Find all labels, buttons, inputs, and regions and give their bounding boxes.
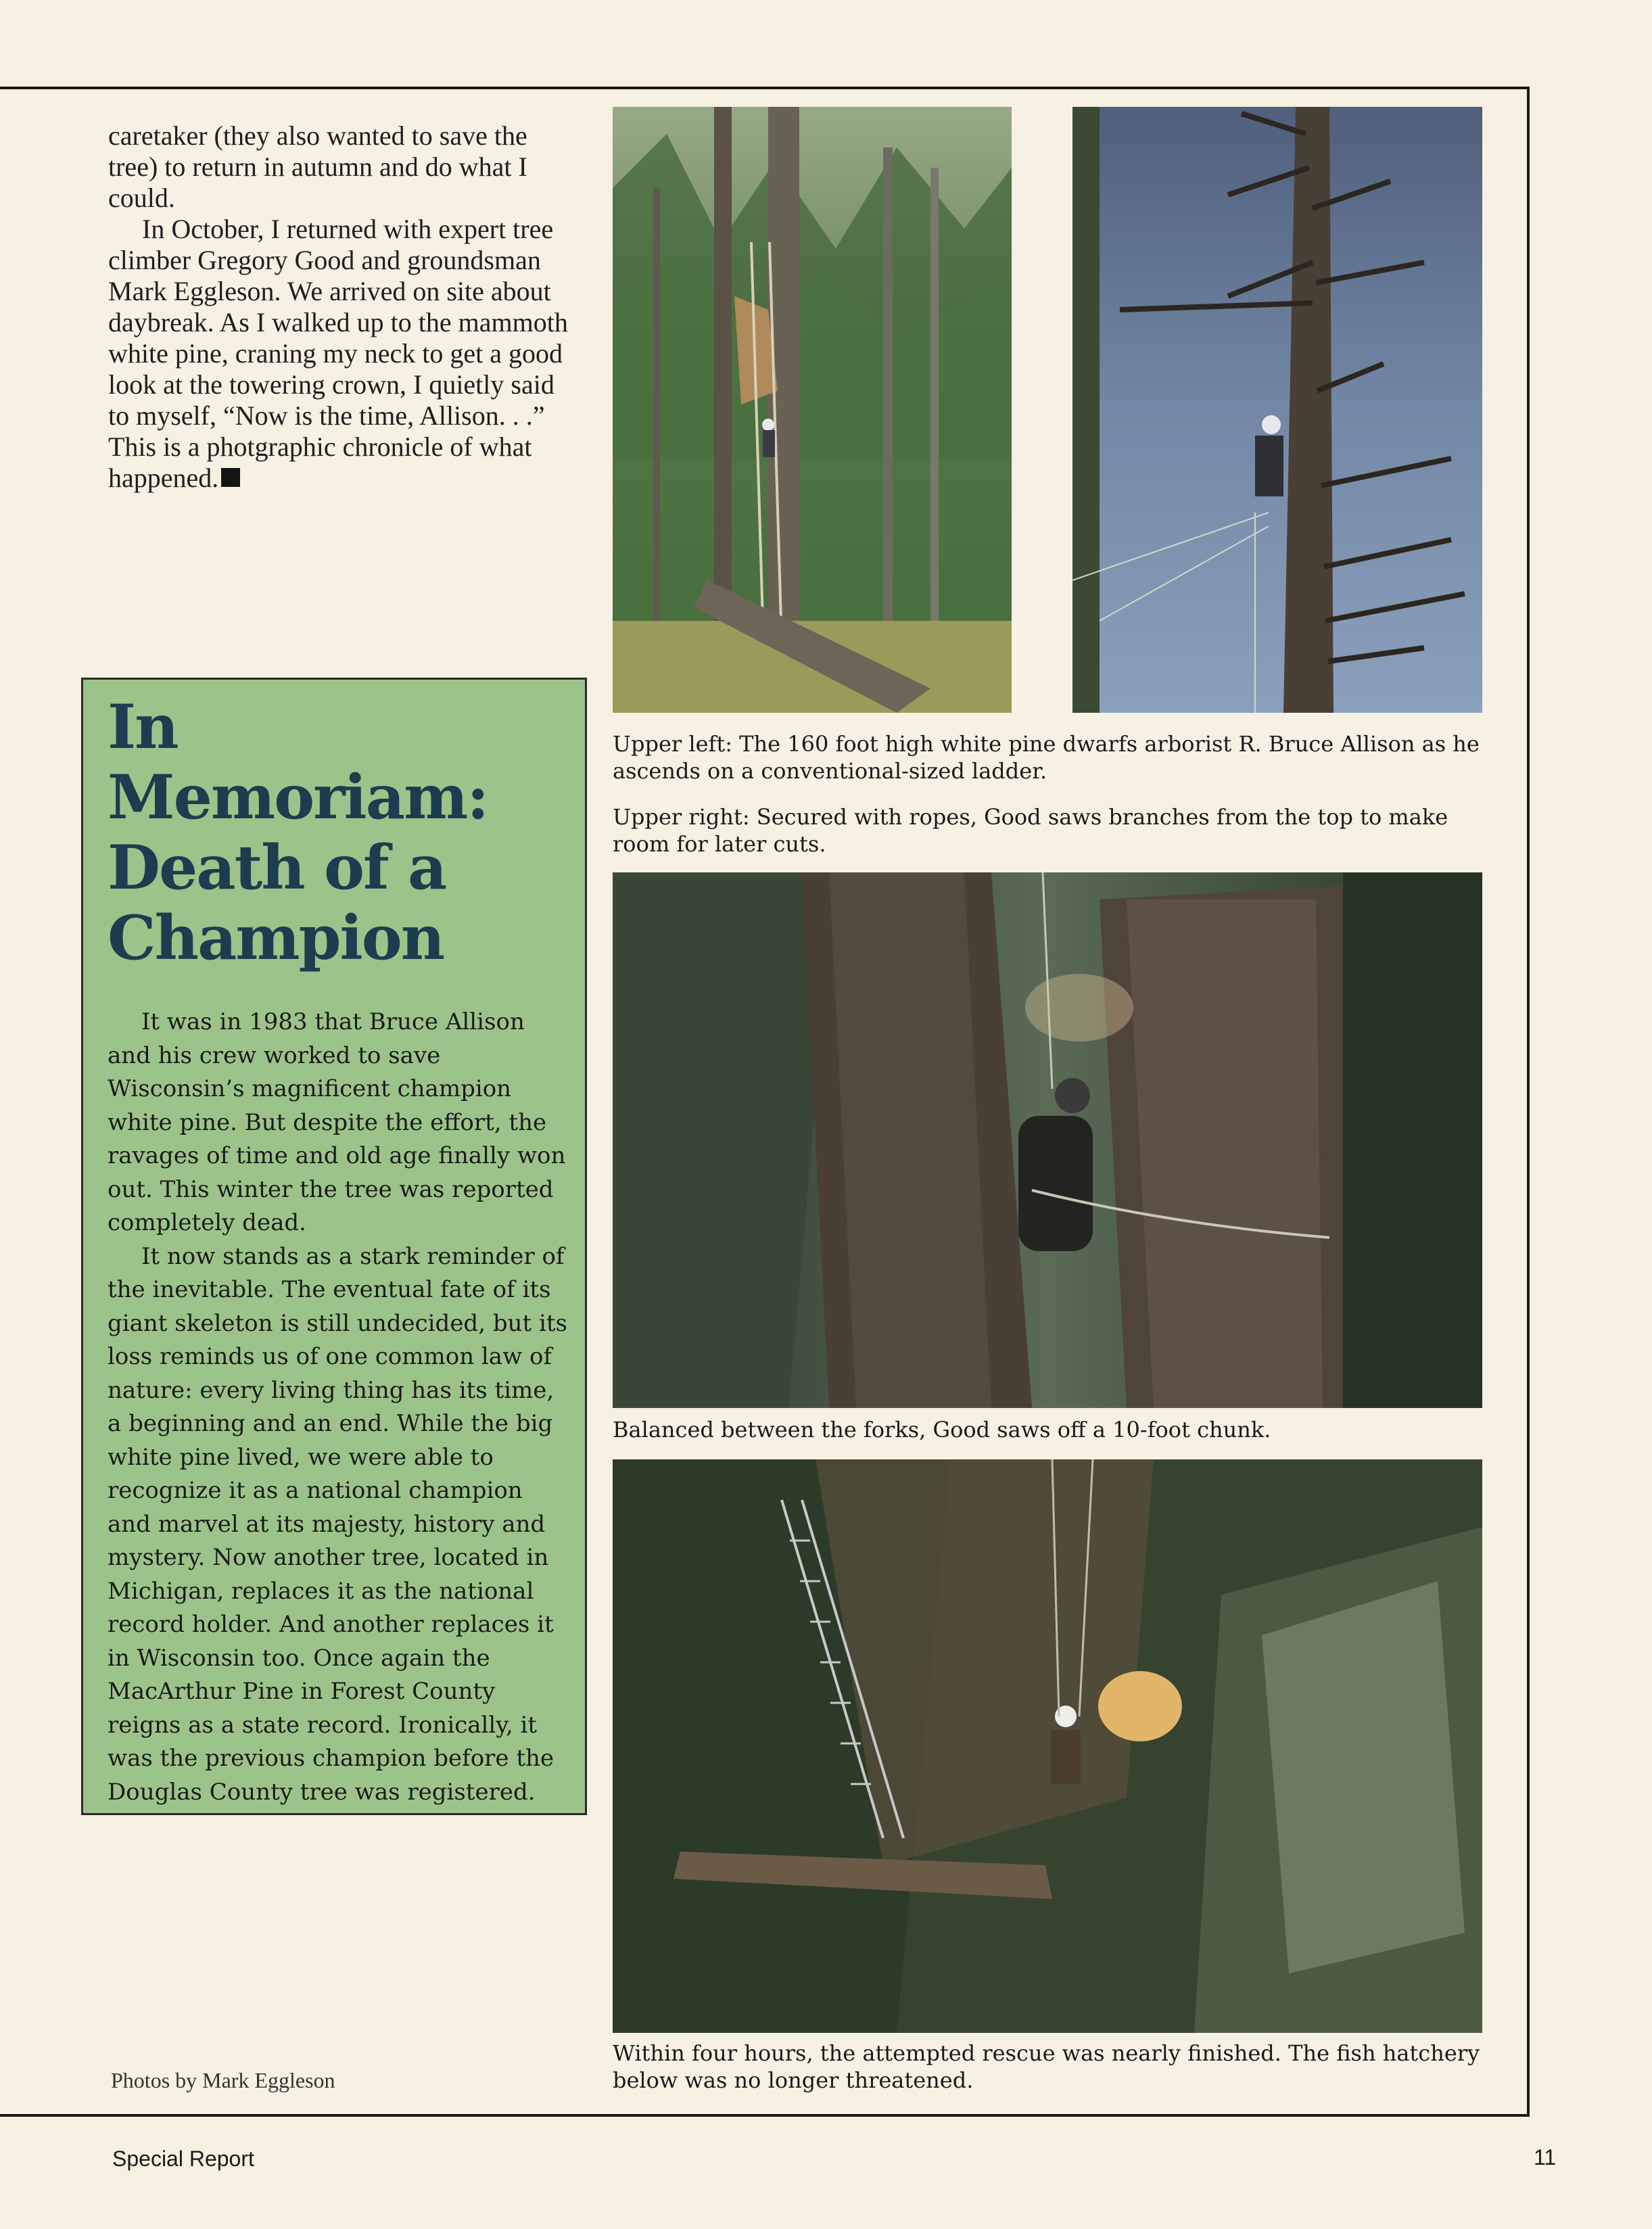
- caption-upper-right: Upper right: Secured with ropes, Good saws branches from the top to make room for later cuts.: [613, 804, 1448, 857]
- photo-sawing-forks-image: [613, 872, 1482, 1408]
- photo-climber-top-image: [1072, 107, 1482, 713]
- end-of-article-icon: [221, 468, 240, 487]
- page-number: 11: [1534, 2145, 1557, 2169]
- sidebar-paragraph-2: It now stands as a stark reminder of the inevitable. The eventual fate of its giant skeleton is still undecided, but its loss reminds us of one common law of nature: every living thing has its time, a beginning and an end. While the big white pine lived, we were able to recognize it as a national champion and marvel at its majesty, history and mystery. Now another tree, located in Michigan, replaces it as the national record holder. And another replaces it in Wisconsin too. Once again the MacArthur Pine in Forest County reigns as a state record. Ironically, it was the previous champion before the Douglas County tree was registered.: [108, 1242, 567, 1806]
- photo-ladder-on-pine: [613, 107, 1012, 713]
- photo-ladder-on-pine-image: [613, 107, 1012, 713]
- intro-paragraph-1: caretaker (they also wanted to save the tree) to return in autumn and do what I could.: [108, 120, 527, 213]
- photo-sawing-forks: [613, 872, 1482, 1408]
- sidebar-title-line-1: In Memoriam:: [108, 691, 488, 833]
- sidebar-title-line-2: Death of a: [108, 832, 446, 904]
- sidebar-paragraph-1: It was in 1983 that Bruce Allison and his crew worked to save Wisconsin’s magnificent champion white pine. But despite the effort, the ravages of time and old age finally won out. This winter the tree was reported completely dead.: [108, 1008, 566, 1236]
- sidebar-body: [108, 1006, 570, 1809]
- caption-bottom: Within four hours, the attempted rescue was nearly finished. The fish hatchery below was no longer threatened.: [613, 2040, 1480, 2093]
- intro-paragraph-2: [108, 214, 582, 494]
- photo-credit: Photos by Mark Eggleson: [111, 2068, 335, 2092]
- sidebar-title-line-3: Champion: [108, 902, 444, 974]
- caption-middle: Balanced between the forks, Good saws off a 10-foot chunk.: [613, 1417, 1271, 1442]
- footer-section-label: Special Report: [112, 2146, 254, 2171]
- sidebar-title: [108, 692, 570, 973]
- photo-aerial-finish-image: [613, 1459, 1482, 2033]
- article-intro: [108, 120, 582, 494]
- photo-climber-top: [1072, 107, 1482, 713]
- memoriam-sidebar: [81, 678, 587, 1815]
- photo-aerial-finish: [613, 1459, 1482, 2033]
- intro-paragraph-2-text: In October, I returned with expert tree climber Gregory Good and groundsman Mark Eggleson. We arrived on site about daybreak. As I walked up to the mammoth white pine, craning my neck to get a good look at the towering crown, I quietly said to myself, “Now is the time, Allison. . .” This is a photgraphic chronicle of what happened.: [108, 214, 568, 493]
- caption-upper-left: Upper left: The 160 foot high white pine dwarfs arborist R. Bruce Allison as he ascends on a conventional-sized ladder.: [613, 731, 1480, 784]
